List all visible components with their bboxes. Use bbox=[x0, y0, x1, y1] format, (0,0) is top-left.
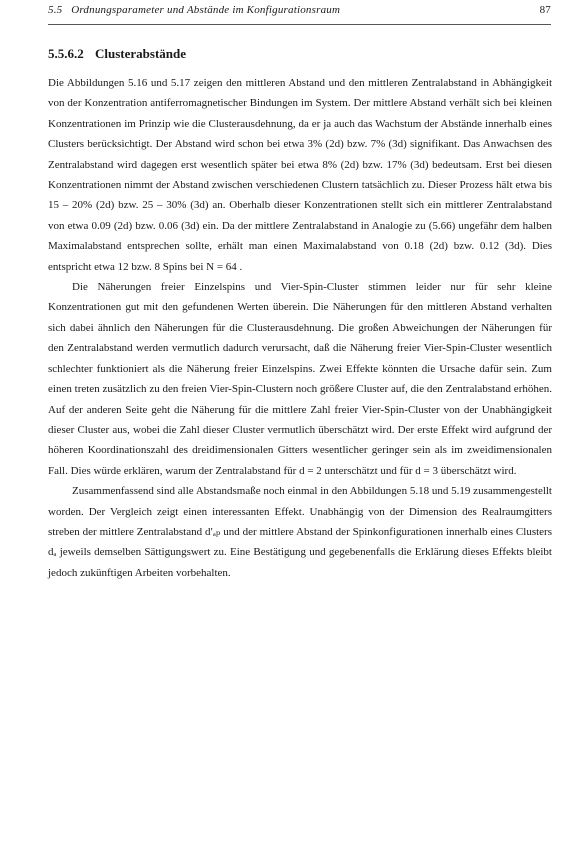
running-head bbox=[48, 4, 551, 16]
section-heading bbox=[48, 46, 186, 62]
running-head-title: Ordnungsparameter und Abstände im Konfigurationsraum bbox=[71, 4, 341, 16]
header-rule bbox=[48, 24, 551, 25]
section-number: 5.5.6.2 bbox=[48, 46, 84, 61]
body-text bbox=[48, 73, 552, 583]
running-head-section: 5.5 bbox=[48, 4, 63, 16]
paragraph: Zusammenfassend sind alle Abstandsmaße noch einmal in den Abbildungen 5.18 und 5.19 zusammengestellt worden. Der Vergleich zeigt einen interessanten Effekt. Unabhängig von der Dimension des Realraumgitters streben der mittlere Zentralabstand d′ₐₚ und der mittlere Abstand der Spinkonfigurationen innerhalb eines Clusters dₐ jeweils demselben Sättigungswert zu. Eine Bestätigung und gegebenenfalls die Erklärung dieses Effekts bleibt jedoch zukünftigen Arbeiten vorbehalten. bbox=[48, 485, 552, 579]
section-title: Clusterabstände bbox=[95, 46, 187, 61]
paragraph: Die Näherungen freier Einzelspins und Vier-Spin-Cluster stimmen leider nur für sehr kleine Konzentrationen gut mit den gefundenen Werten überein. Die Näherungen für den mittleren Abstand verhalten sich dabei ähnlich den Näherungen für die Clusterausdehnung. Die großen Abweichungen der Näherungen für den Zentralabstand werden vermutlich dadurch verursacht, daß die Näherung freier Vier-Spin-Cluster wesentlich schlechter funktioniert als die Näherung freier Einzelspins. Zwei Effekte könnten die Ursache dafür sein. Zum einen treten zusätzlich zu den freien Vier-Spin-Clustern noch größere Cluster auf, die den Zentralabstand erhöhen. Auf der anderen Seite geht die Näherung für die mittlere Zahl freier Vier-Spin-Cluster von der Unabhängigkeit dieser Cluster aus, wobei die Zahl dieser Cluster vermutlich überschätzt wird. Der erste Effekt wird aufgrund der höheren Koordinationszahl des dreidimensionalen Gitters wesentlicher geringer sein als im zweidimensionalen Fall. Dies würde erklären, warum der Zentralabstand für d = 2 unterschätzt und für d = 3 überschätzt wird. bbox=[48, 281, 552, 477]
page-number: 87 bbox=[539, 4, 551, 16]
paragraph: Die Abbildungen 5.16 und 5.17 zeigen den mittleren Abstand und den mittleren Zentralabstand in Abhängigkeit von der Konzentration antiferromagnetischer Bindungen im System. Der mittlere Abstand verhält sich bei kleinen Konzentrationen im Prinzip wie die Clusterausdehnung, da er ja auch das Wachstum der Abstände innerhalb eines Clusters berücksichtigt. Der Abstand wird schon bei etwa 3% (2d) bzw. 7% (3d) signifikant. Das Anwachsen des Zentralabstand wird dagegen erst wesentlich später bei etwa 8% (2d) bzw. 17% (3d) bedeutsam. Erst bei diesen Konzentrationen nimmt der Abstand zwischen verschiedenen Clustern tatsächlich zu. Dieser Prozess hält etwa bis 15 – 20% (2d) bzw. 25 – 30% (3d) an. Oberhalb dieser Konzentrationen stellt sich ein mittlerer Zentralabstand von etwa 0.09 (2d) bzw. 0.06 (3d) ein. Da der mittlere Zentralabstand in Analogie zu (5.66) ungefähr dem halben Maximalabstand entsprechen sollte, erhält man einen Maximalabstand von 0.18 (2d) bzw. 0.12 (3d). Dies entspricht etwa 12 bzw. 8 Spins bei N = 64 . bbox=[48, 77, 552, 273]
